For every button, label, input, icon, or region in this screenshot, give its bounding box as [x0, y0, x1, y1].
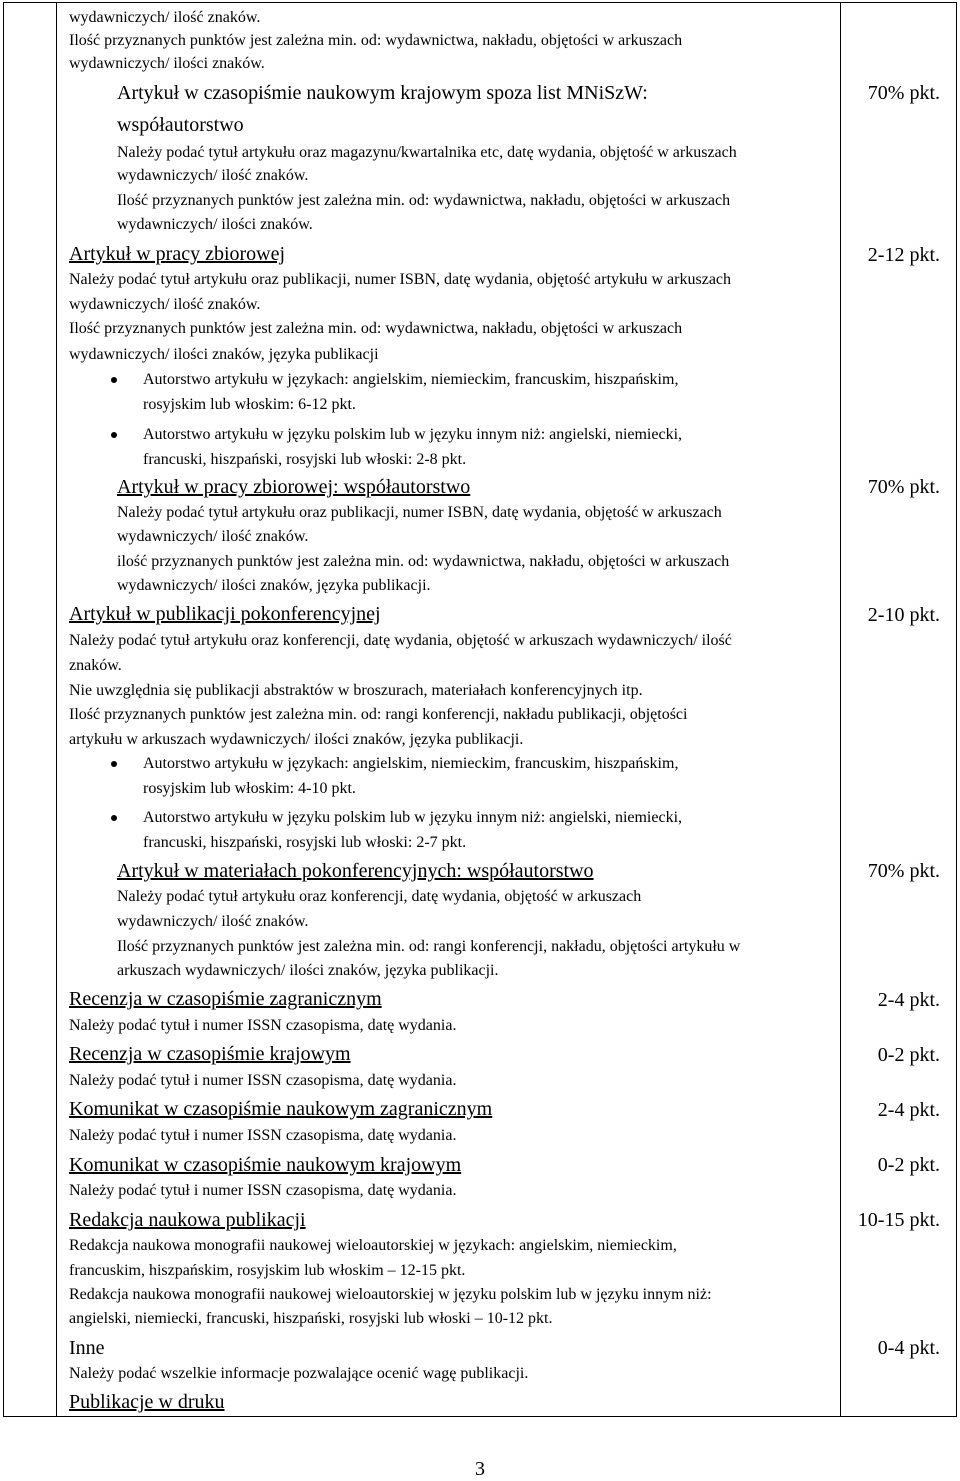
body-line: Ilość przyznanych punktów jest zależna min. od: wydawnictwa, nakładu, objętości w arkuszach: [69, 320, 683, 337]
points-value: 2-4 pkt.: [877, 989, 940, 1011]
list-item: Autorstwo artykułu w językach: angielskim, niemieckim, francuskim, hiszpańskim,: [143, 755, 679, 772]
list-item: rosyjskim lub włoskim: 4-10 pkt.: [143, 780, 356, 797]
section-heading: Recenzja w czasopiśmie zagranicznym: [69, 988, 382, 1010]
body-line: wydawniczych/ ilości znaków, języka publikacji: [69, 346, 379, 363]
list-item: Autorstwo artykułu w języku polskim lub w języku innym niż: angielski, niemiecki,: [143, 809, 683, 826]
section-heading: Inne: [69, 1337, 105, 1359]
points-value: 2-10 pkt.: [867, 604, 940, 626]
body-line: Ilość przyznanych punktów jest zależna min. od: rangi konferencji, nakładu, objętości artykułu w: [117, 938, 741, 955]
body-line: ilość przyznanych punktów jest zależna min. od: wydawnictwa, nakładu, objętości w arkuszach: [117, 553, 730, 570]
points-value: 0-2 pkt.: [877, 1044, 940, 1066]
body-line: Należy podać tytuł artykułu oraz konferencji, datę wydania, objętość w arkuszach wydawniczych/ ilość: [69, 632, 732, 649]
body-line: Redakcja naukowa monografii naukowej wieloautorskiej w języku polskim lub w języku innym niż:: [69, 1286, 712, 1303]
section-heading: Artykuł w materiałach pokonferencyjnych: współautorstwo: [117, 860, 594, 882]
points-value: 0-4 pkt.: [877, 1337, 940, 1359]
body-line: Należy podać tytuł artykułu oraz publikacji, numer ISBN, datę wydania, objętość w arkuszach: [117, 504, 722, 521]
body-line: Należy podać tytuł artykułu oraz magazynu/kwartalnika etc, datę wydania, objętość w arkuszach: [117, 144, 737, 161]
body-line: Należy podać tytuł i numer ISSN czasopisma, datę wydania.: [69, 1127, 457, 1144]
carryover-line: wydawniczych/ ilości znaków.: [69, 55, 265, 72]
section-heading: Artykuł w pracy zbiorowej: współautorstwo: [117, 476, 471, 498]
list-item: rosyjskim lub włoskim: 6-12 pkt.: [143, 396, 356, 413]
section-heading: Komunikat w czasopiśmie naukowym krajowym: [69, 1154, 462, 1176]
body-line: wydawniczych/ ilość znaków.: [117, 167, 309, 184]
body-line: wydawniczych/ ilość znaków.: [117, 913, 309, 930]
body-line: Nie uwzględnia się publikacji abstraktów w broszurach, materiałach konferencyjnych itp.: [69, 682, 643, 699]
body-line: wydawniczych/ ilości znaków.: [117, 216, 313, 233]
section-heading: Artykuł w publikacji pokonferencyjnej: [69, 603, 381, 625]
body-line: francuskim, hiszpańskim, rosyjskim lub włoskim – 12-15 pkt.: [69, 1262, 466, 1279]
body-line: Ilość przyznanych punktów jest zależna min. od: rangi konferencji, nakładu publikacji, objętości: [69, 706, 688, 723]
points-column: [841, 3, 956, 1416]
bullet-icon: [111, 815, 117, 821]
body-line: angielski, niemiecki, francuski, hiszpański, rosyjski lub włoski – 10-12 pkt.: [69, 1310, 553, 1327]
points-value: 2-4 pkt.: [877, 1099, 940, 1121]
points-value: 70% pkt.: [867, 82, 940, 104]
page-number: 3: [475, 1458, 485, 1480]
body-line: Należy podać tytuł i numer ISSN czasopisma, datę wydania.: [69, 1182, 457, 1199]
section-heading: Artykuł w czasopiśmie naukowym krajowym spoza list MNiSzW:: [117, 82, 648, 104]
carryover-line: wydawniczych/ ilość znaków.: [69, 9, 261, 26]
bullet-icon: [111, 432, 117, 438]
list-item: Autorstwo artykułu w językach: angielskim, niemieckim, francuskim, hiszpańskim,: [143, 371, 679, 388]
carryover-line: Ilość przyznanych punktów jest zależna min. od: wydawnictwa, nakładu, objętości w arkuszach: [69, 32, 683, 49]
body-line: Należy podać tytuł artykułu oraz publikacji, numer ISBN, datę wydania, objętość artykułu w arkuszach: [69, 271, 732, 288]
body-line: artykułu w arkuszach wydawniczych/ ilości znaków, języka publikacji.: [69, 731, 524, 748]
body-line: Należy podać tytuł i numer ISSN czasopisma, datę wydania.: [69, 1072, 457, 1089]
bullet-icon: [111, 377, 117, 383]
body-line: Należy podać wszelkie informacje pozwalające ocenić wagę publikacji.: [69, 1365, 529, 1382]
body-line: arkuszach wydawniczych/ ilości znaków, języka publikacji.: [117, 962, 499, 979]
section-heading: Publikacje w druku: [69, 1391, 225, 1413]
section-heading-cont: współautorstwo: [117, 114, 244, 136]
body-line: Ilość przyznanych punktów jest zależna min. od: wydawnictwa, nakładu, objętości w arkuszach: [117, 192, 731, 209]
body-line: wydawniczych/ ilość znaków.: [69, 296, 261, 313]
body-line: Należy podać tytuł i numer ISSN czasopisma, datę wydania.: [69, 1017, 457, 1034]
points-value: 2-12 pkt.: [867, 244, 940, 266]
scoring-table: [3, 2, 957, 1417]
list-item: Autorstwo artykułu w języku polskim lub w języku innym niż: angielski, niemiecki,: [143, 426, 683, 443]
body-line: Należy podać tytuł artykułu oraz konferencji, datę wydania, objętość w arkuszach: [117, 888, 642, 905]
section-heading: Recenzja w czasopiśmie krajowym: [69, 1043, 351, 1065]
body-line: znaków.: [69, 657, 122, 674]
points-value: 70% pkt.: [867, 860, 940, 882]
bullet-icon: [111, 761, 117, 767]
points-value: 70% pkt.: [867, 476, 940, 498]
column-divider-left: [56, 3, 57, 1416]
section-heading: Artykuł w pracy zbiorowej: [69, 243, 286, 265]
body-line: wydawniczych/ ilość znaków.: [117, 528, 309, 545]
body-line: wydawniczych/ ilości znaków, języka publikacji.: [117, 577, 431, 594]
body-line: Redakcja naukowa monografii naukowej wieloautorskiej w językach: angielskim, niemieckim,: [69, 1237, 677, 1254]
list-item: francuski, hiszpański, rosyjski lub włoski: 2-7 pkt.: [143, 834, 467, 851]
points-value: 10-15 pkt.: [857, 1209, 940, 1231]
points-value: 0-2 pkt.: [877, 1154, 940, 1176]
section-heading: Komunikat w czasopiśmie naukowym zagranicznym: [69, 1098, 493, 1120]
section-heading: Redakcja naukowa publikacji: [69, 1209, 306, 1231]
list-item: francuski, hiszpański, rosyjski lub włoski: 2-8 pkt.: [143, 451, 467, 468]
